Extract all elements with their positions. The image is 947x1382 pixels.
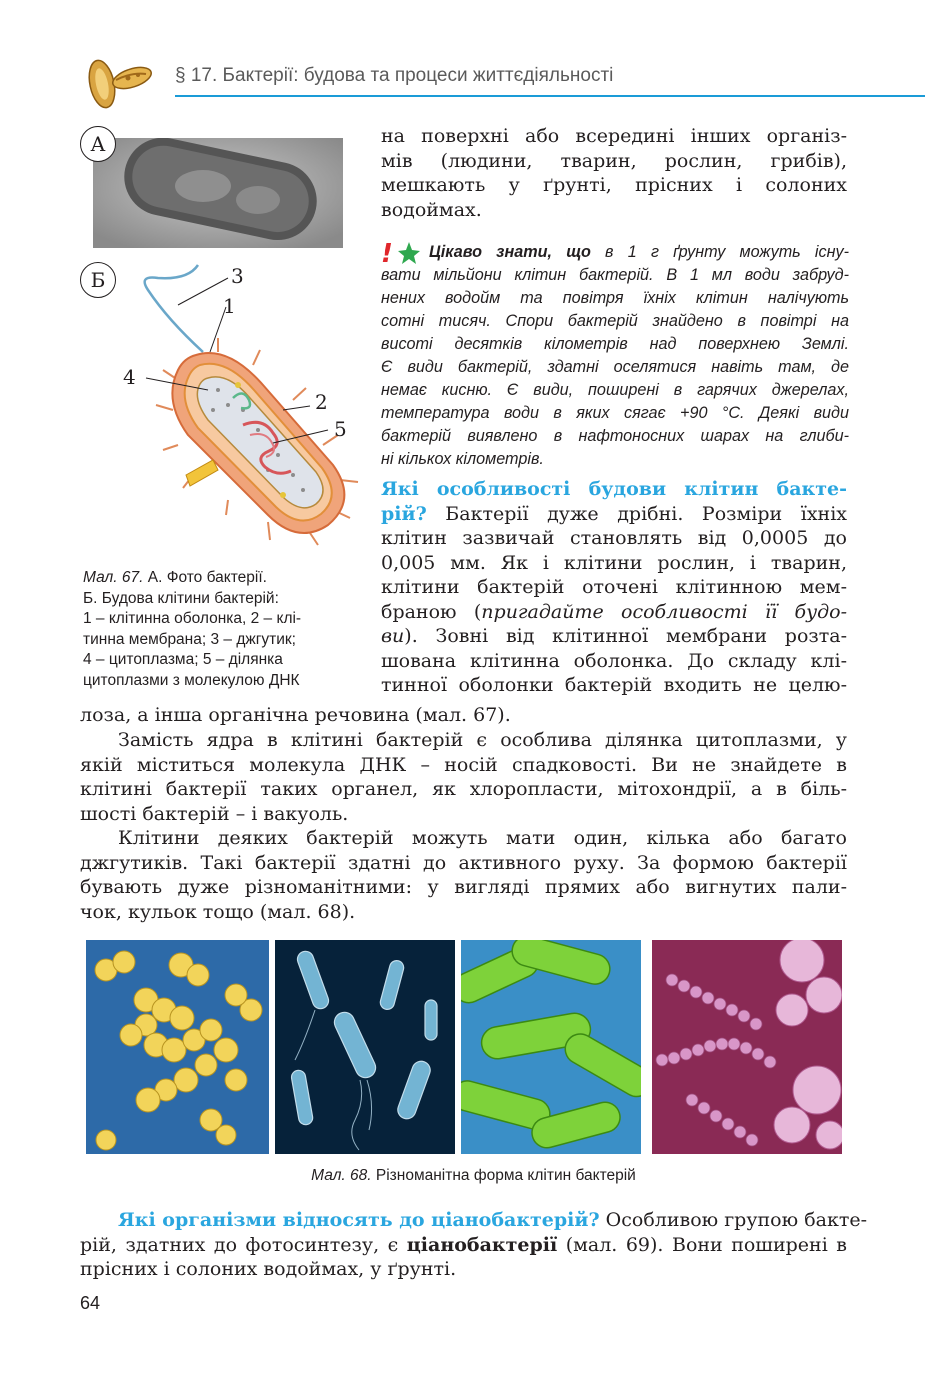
streptococci-photo: [652, 940, 842, 1154]
section-cyanobacteria: Які організми відносять до ціанобактерій? Особливою групою бакте- рій, здатних до фотосинтезу, є ціанобактерії (мал. 69). Вони поширені в прісних і солоних водоймах, у ґрунті.: [80, 1209, 868, 1280]
label-a: А: [80, 126, 116, 162]
section-title: § 17. Бактерії: будова та процеси життєдіяльності: [175, 65, 614, 86]
intro-paragraph: на поверхні або всередині інших організ- мів (людини, тварин, рослин, грибів), мешкають у ґрунті, прісних і солоних водоймах.: [381, 125, 847, 221]
bacilli-flagella-photo: [275, 940, 455, 1154]
figure-68-caption: Мал. 68. Різноманітна форма клітин бактерій: [311, 1167, 636, 1184]
figure-68: [86, 940, 842, 1154]
section-cell-structure: Які особливості будови клітин бакте- рій? Бактерії дуже дрібні. Розміри їхніх клітин зазвичай становлять від 0,0005 до 0,005 мм. Як і клітини рослин, і тварин, клітини бактерій оточені клітинною мем- браною (пригадайте особливості її будо- ви). Зовні від клітинної мембрани розта- шована клітинна оболонка. До складу клі- тинної оболонки бактерій входить не целю-: [381, 478, 847, 696]
paragraph-flagella: Клітини деяких бактерій можуть мати один, кілька або багато джгутиків. Такі бактерії здатні до активного руху. За формою бактерії бувають дуже різноманітними: у вигляді прямих або вигнутих пали- чок, кульок тощо (мал. 68).: [80, 827, 847, 923]
section-1-tail: лоза, а інша органічна речовина (мал. 67).: [80, 704, 511, 726]
bacterium-photo: [93, 138, 343, 248]
rod-bacteria-photo: [461, 940, 641, 1154]
exclamation-star-icon: [381, 238, 429, 268]
header-divider: [175, 95, 925, 97]
figure-67-caption: Мал. 67. А. Фото бактерії. Б. Будова клітини бактерій: 1 – клітинна оболонка, 2 – клі- тинна мембрана; 3 – джгутик; 4 – цитоплазма; 5 – ділянка цитоплазми з молекулою ДНК: [83, 569, 302, 689]
svg-text:!: !: [381, 239, 393, 268]
page-number: 64: [80, 1293, 101, 1313]
callout-3: 3: [231, 264, 244, 288]
label-b: Б: [80, 262, 116, 298]
question-heading-1: Які особливості будови клітин бакте-: [381, 478, 847, 500]
question-heading-2: Які організми відносять до ціанобактерій?: [118, 1209, 600, 1231]
callout-1: 1: [223, 294, 236, 318]
paragraph-nucleoid: Замість ядра в клітині бактерій є особлива ділянка цитоплазми, у якій міститься молекула ДНК – носій спадковості. Ви не знайдете в клітині бактерії таких органел, як хлоропласти, мітохондрії, а в біль- шості бактерій – і вакуоль.: [80, 729, 847, 825]
figure-67: [78, 120, 368, 690]
page-header: [80, 50, 850, 100]
callout-2: 2: [315, 390, 328, 414]
bacterium-structure-diagram: [78, 260, 368, 560]
fact-text: Цікаво знати, що в 1 г ґрунту можуть існу- вати мільйони клітин бактерій. В 1 мл води забруд- нених водойм та повітря їхніх клітин налічують сотні тисяч. Спори бактерій знайдено в повітрі на висоті десятків кілометрів над поверхнею Землі. Є види бактерій, здатні оселятися навіть там, де немає кисню. Є види, поширені в гарячих джерелах, температура води в яких сягає +90 °С. Деякі види бактерій виявлено в нафтоносних шарах на глиби- ні кількох кілометрів.: [381, 243, 849, 468]
cocci-photo: [86, 940, 269, 1154]
callout-5: 5: [334, 417, 347, 441]
bacteria-icon: [80, 50, 160, 110]
callout-4: 4: [123, 365, 136, 389]
